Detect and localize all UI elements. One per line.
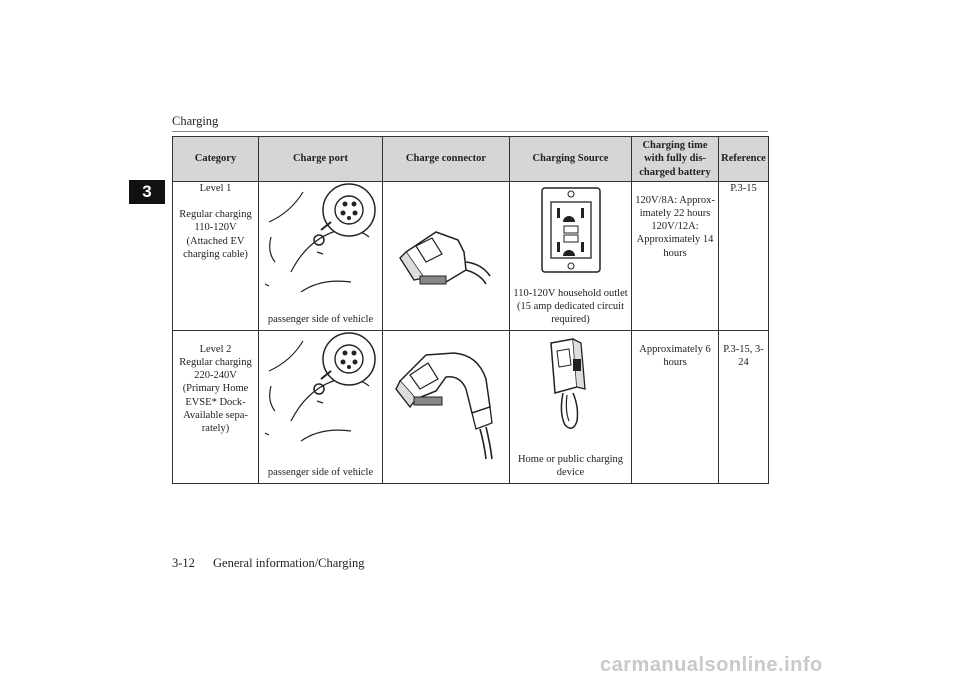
charging-table (172, 136, 769, 484)
header-charging-time: Charging time with fully dis-charged battery (632, 137, 719, 182)
charge-port-caption: passenger side of vehicle (267, 313, 374, 325)
table-row (173, 182, 769, 331)
table-header-row (173, 137, 769, 182)
header-charge-connector: Charge connector (383, 137, 510, 182)
charge-port-illustration (261, 182, 381, 300)
charging-source-cell (510, 331, 632, 484)
row-charging-time: 120V/8A: Approx-imately 22 hours 120V/12A: Approximately 14 hours (632, 182, 719, 331)
header-category: Category (173, 137, 259, 182)
page-number: 3-12 (172, 556, 195, 570)
header-charging-source: Charging Source (510, 137, 632, 182)
section-title: General information/Charging (213, 556, 365, 570)
watermark: carmanualsonline.info (600, 654, 823, 676)
charge-connector-illustration (386, 192, 506, 310)
row-category: Level 2 Regular charging 220-240V (Primary Home EVSE* Dock-Available sepa-rately) (173, 331, 259, 484)
header-reference: Reference (719, 137, 769, 182)
charging-device-illustration (511, 337, 631, 437)
table-row (173, 331, 769, 484)
row-charging-time: Approximately 6 hours (632, 331, 719, 484)
level2-connector-illustration (386, 331, 506, 461)
charge-port-cell (259, 182, 383, 331)
page-header-title: Charging (172, 114, 219, 128)
charge-connector-cell (383, 182, 510, 331)
row-reference: P.3-15, 3-24 (719, 331, 769, 484)
header-rule (172, 131, 768, 132)
charge-port-illustration (261, 331, 381, 449)
charge-port-cell (259, 331, 383, 484)
header-charge-port: Charge port (259, 137, 383, 182)
row-category: Level 1 Regular charging 110-120V (Attached EV charging cable) (173, 182, 259, 331)
charge-port-caption: passenger side of vehicle (267, 466, 374, 478)
charging-source-cell (510, 182, 632, 331)
row-reference: P.3-15 (719, 182, 769, 331)
household-outlet-illustration (511, 186, 631, 276)
charging-source-caption: Home or public charging device (517, 453, 624, 478)
chapter-tab: 3 (129, 180, 165, 204)
charge-connector-cell (383, 331, 510, 484)
charging-source-caption: 110-120V household outlet (15 amp dedicated circuit required) (513, 287, 628, 325)
